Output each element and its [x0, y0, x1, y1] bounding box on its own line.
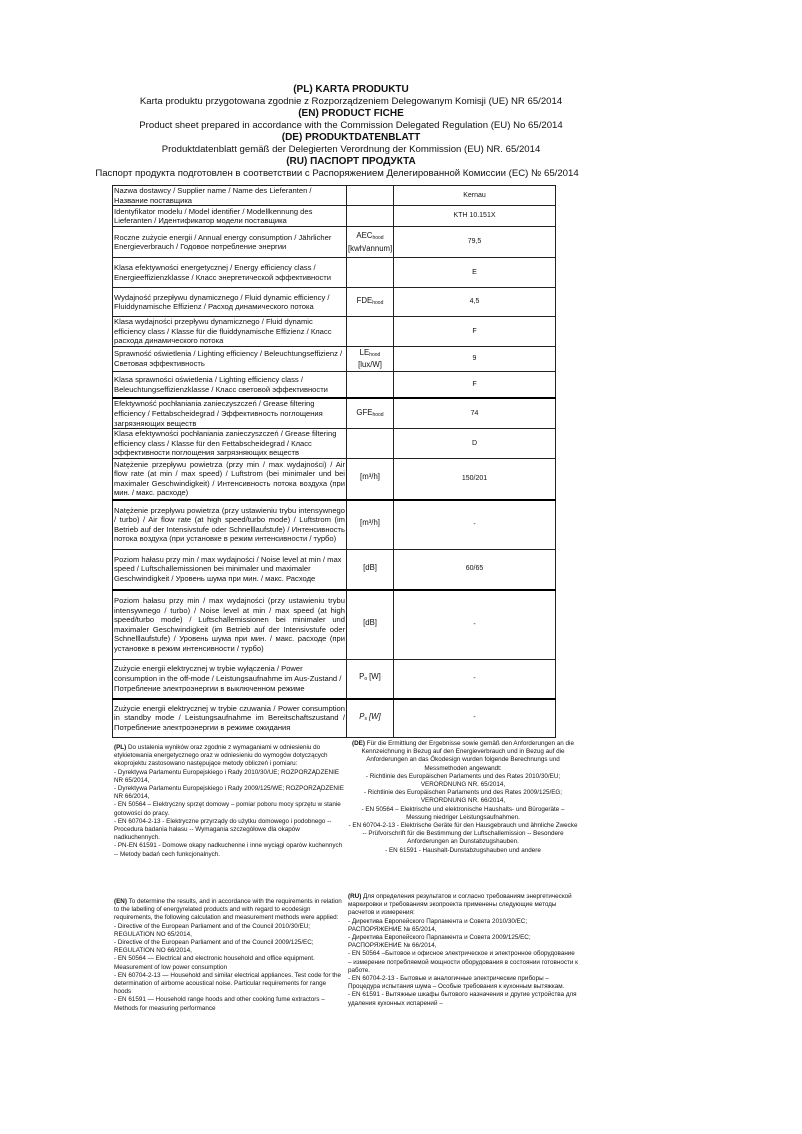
notes-de-item: - EN 60704-2-13 - Elektrische Geräte für den Hausgebrauch und ähnliche Zwecke -- Prüfvorschrift für die Bestimmung der Luftschallemission -- Besondere Anforderungen an Dunstabzugshauben. — [348, 822, 578, 846]
notes-en-intro: To determine the results, and in accordance with the requirements in relation to the labelling of energyrelated products and with regard to ecodesign requirements, the following calculation and measurement methods were applied: — [114, 898, 342, 922]
notes-de-item: - Richtlinie des Europäischen Parlaments und des Rates 2010/30/EU; VERORDNUNG NR. 65/2014, — [365, 772, 561, 789]
table-row — [113, 459, 556, 500]
parameter-description: Efektywność pochłaniania zanieczyszczeń / Grease filtering efficiency / Fettabscheidegrad / Эффективность поглощения загрязняющих веществ — [113, 398, 347, 428]
notes-pl — [114, 744, 344, 888]
notes-en-item: - EN 50564 — Electrical and electronic household and office equipment. Measurement of low power consumption — [114, 955, 315, 971]
notes-ru-lang: (RU) — [348, 893, 362, 900]
parameter-description: Natężenie przepływu powietrza (przy min / max wydajności) / Air flow rate (at min / max speed) / Luftstrom (bei minimaler und bei maximaler Geschwindigkeit) / Интенсивность потока воздуха (при мин. / макс. расходе) — [113, 459, 347, 500]
notes-pl-lang: (PL) — [114, 744, 127, 751]
unit-extra: [kwh/annum] — [348, 243, 393, 253]
parameter-value: 9 — [394, 346, 556, 371]
parameter-description: Nazwa dostawcy / Supplier name / Name des Lieferanten / Название поставщика — [113, 186, 347, 206]
parameter-unit — [347, 186, 394, 206]
parameter-unit — [347, 429, 394, 459]
en-subtitle: Product sheet prepared in accordance with the Commission Delegated Regulation (EU) No 65/2014 — [139, 120, 563, 131]
unit-subscript: hood — [369, 351, 381, 358]
parameter-description: Zużycie energii elektrycznej w trybie czuwania / Power consumption in standby mode / Leistungsaufnahme im Bereitschaftszustand / Потребление электроэнергии в режиме ожидания — [113, 699, 347, 738]
unit-symbol: FDE — [356, 295, 373, 305]
pl-title: (PL) KARTA PRODUKTU — [293, 84, 409, 95]
parameter-description: Klasa efektywności energetycznej / Energy efficiency class / Energieeffizienzklasse / Класс энергетической эффективности — [113, 258, 347, 288]
table-row — [113, 429, 556, 459]
pl-subtitle: Karta produktu przygotowana zgodnie z Rozporządzeniem Delegowanym Komisji (UE) NR 65/2014 — [139, 96, 563, 107]
notes-de-item: - EN 61591 - Haushalt-Dunstabzugshauben und andere — [385, 846, 541, 854]
table-row — [113, 699, 556, 738]
notes-pl-item: - PN-EN 61591 - Domowe okapy nadkuchenne i inne wyciągi oparów kuchennych -- Metody badań cech funkcjonalnych. — [114, 842, 343, 858]
table-row — [113, 371, 556, 398]
notes-de-lang: (DE) — [352, 740, 365, 747]
parameter-value: 79,5 — [394, 227, 556, 258]
notes-de — [348, 740, 578, 888]
parameter-value: 74 — [394, 398, 556, 428]
notes-pl-item: - Dyrektywa Parlamentu Europejskiego i Rady 2009/125/WE; ROZPORZĄDZENIE NR 66/2014, — [114, 785, 344, 801]
parameter-description: Poziom hałasu przy min / max wydajności / Noise level at min / max speed / Luftschallemissionen bei minimaler und maximaler Geschwindigkeit / Уровень шума при мин. / макс. Расходе — [113, 550, 347, 590]
parameter-unit — [347, 699, 394, 738]
de-title: (DE) PRODUKTDATENBLATT — [281, 132, 421, 143]
parameter-value: KTH 10.151X — [394, 206, 556, 227]
parameter-description: Klasa wydajności przepływu dynamicznego / Fluid dynamic efficiency class / Klasse für die fluiddynamische Effizienz / Класс расхода динамического потока — [113, 317, 347, 347]
parameter-value: F — [394, 371, 556, 398]
table-row — [113, 206, 556, 227]
parameter-value: 4,5 — [394, 288, 556, 317]
parameter-unit — [347, 346, 394, 371]
notes-en-item: - Directive of the European Parliament and of the Council 2009/125/EC; REGULATION NO 66/2014, — [114, 939, 314, 955]
notes-de-item: - Richtlinie des Europäischen Parlaments und des Rates 2009/125/EG; VERORDNUNG NR. 66/2014, — [363, 789, 563, 805]
notes-pl-intro: Do ustalenia wyników oraz zgodnie z wymaganiami w odniesieniu do etykietowania energetycznego oraz w odniesieniu do wymogów dotyczących ekoprojektu zastosowano następujące metody obliczeń i pomiaru: — [114, 744, 328, 768]
parameter-description: Klasa efektywności pochłaniania zanieczyszczeń / Grease filtering efficiency class / Klasse für den Fettabscheidegrad / Класс эффективности поглощения загрязняющих веществ — [113, 429, 347, 459]
notes-ru-intro: Для определения результатов и согласно требованиям энергетической маркировки и требованиям экопроекта применены следующие методы расчетов и измерения: — [348, 893, 572, 917]
notes-en — [114, 898, 344, 1038]
notes-de-item: - EN 50564 – Elektrische und elektronische Haushalts- und Bürogeräte – Messung niedriger Leistungsaufnahmen. — [361, 805, 565, 821]
unit-symbol: GFE — [356, 407, 373, 417]
parameter-unit — [347, 550, 394, 590]
unit-subscript: hood — [372, 299, 384, 306]
parameter-value: - — [394, 590, 556, 660]
unit-subscript: hood — [372, 411, 384, 418]
notes-en-item: - EN 60704-2-13 — Household and similar electrical appliances. Test code for the determination of airborne acoustical noise. Particular requirements for range hoods — [114, 971, 342, 996]
unit-symbol: P — [359, 672, 365, 682]
table-row — [113, 346, 556, 371]
notes-de-intro: Für die Ermittlung der Ergebnisse sowie gemäß den Anforderungen an die Kennzeichnung in Bezug auf den Energieverbrauch und in Bezug auf die Anforderungen an das Ökodesign wurden folgende Berechnungs und Messmethoden angewandt: — [361, 740, 574, 772]
parameter-description: Natężenie przepływu powietrza (przy ustawieniu trybu intensywnego / turbo) / Air flow rate (at high speed/turbo mode) / Luftstrom (im Betrieb auf der Intensivstufe oder Schnelllaufstufe) / Интенсивность потока воздуха (при установке в режим интенсивности / турбо) — [113, 500, 347, 550]
table-row — [113, 186, 556, 206]
parameter-unit — [347, 398, 394, 428]
notes-ru-item: - Директива Европейского Парламента и Совета 2009/125/EC; РАСПОРЯЖЕНИЕ № 66/2014, — [348, 934, 531, 950]
parameter-unit — [347, 590, 394, 660]
parameter-value: E — [394, 258, 556, 288]
table-row — [113, 288, 556, 317]
parameter-unit — [347, 206, 394, 227]
notes-ru-item: - EN 50564 –Бытовое и офисное электрическое и электронное оборудование – измерение потребляемой мощности оборудования в состоянии готовности к работе. — [348, 950, 578, 974]
parameter-value: 60/65 — [394, 550, 556, 590]
unit-extra: [lux/W] — [358, 360, 382, 370]
parameter-unit — [347, 459, 394, 500]
unit-symbol: P — [359, 711, 365, 721]
parameter-value: F — [394, 317, 556, 347]
unit-symbol: AEC — [356, 231, 373, 241]
parameter-value: D — [394, 429, 556, 459]
notes-ru-item: - Директива Европейского Парламента и Совета 2010/30/EC; РАСПОРЯЖЕНИЕ № 65/2014, — [348, 917, 528, 933]
table-row — [113, 227, 556, 258]
product-fiche-table — [112, 185, 556, 738]
unit-symbol: [dB] — [363, 562, 377, 572]
parameter-description: Wydajność przepływu dynamicznego / Fluid dynamic efficiency / Fluiddynamische Effizienz / Расход динамического потока — [113, 288, 347, 317]
parameter-description: Identyfikator modelu / Model identifier / Modellkennung des Lieferanten / Идентификатор модели поставщика — [113, 206, 347, 227]
ru-subtitle: Паспорт продукта подготовлен в соответствии с Распоряжением Делегированной Комиссии (ЕС) № 65/2014 — [95, 168, 579, 179]
notes-pl-item: - EN 60704-2-13 - Elektryczne przyrządy do użytku domowego i podobnego -- Procedura badania hałasu -- Wymagania szczegółowe dla okapów nadkuchennych. — [114, 817, 332, 842]
notes-ru-item: - EN 60704-2-13 - Бытовые и аналогичные электрические приборы – Процедура испытания шума – Особые требования к кухонным вытяжкам. — [348, 975, 565, 991]
notes-ru-item: - EN 61591 - Вытяжные шкафы бытового назначения и другие устройства для удаления кухонных испарений – — [348, 991, 577, 1007]
notes-pl-item: - Dyrektywa Parlamentu Europejskiego i Rady 2010/30/UE; ROZPORZĄDZENIE NR 65/2014, — [114, 768, 340, 784]
de-subtitle: Produktdatenblatt gemäß der Delegierten Verordnung der Kommission (EU) NR. 65/2014 — [161, 144, 541, 155]
unit-symbol: [m³/h] — [360, 472, 380, 482]
parameter-description: Klasa sprawności oświetlenia / Lighting efficiency class / Beleuchtungseffizienzklasse / Класс световой эффективности — [113, 371, 347, 398]
document-header — [95, 84, 602, 180]
table-row — [113, 590, 556, 660]
table-row — [113, 398, 556, 428]
parameter-unit — [347, 317, 394, 347]
parameter-unit — [347, 371, 394, 398]
parameter-unit — [347, 227, 394, 258]
unit-symbol: [m³/h] — [360, 518, 380, 528]
notes-en-lang: (EN) — [114, 898, 127, 905]
notes-pl-item: - EN 50564 – Elektryczny sprzęt domowy – pomiar poboru mocy sprzętu w stanie gotowości do pracy. — [114, 801, 341, 817]
table-row — [113, 258, 556, 288]
table-row — [113, 317, 556, 347]
unit-subscript: hood — [372, 235, 384, 242]
unit-extra: [W] — [369, 711, 381, 721]
notes-ru — [348, 893, 578, 1036]
parameter-unit — [347, 500, 394, 550]
unit-subscript: s — [364, 715, 367, 722]
table-row — [113, 500, 556, 550]
notes-en-item: - EN 61591 — Household range hoods and other cooking fume extractors – Methods for measuring performance — [114, 996, 325, 1012]
parameter-description: Roczne zużycie energii / Annual energy consumption / Jährlicher Energieverbrauch / Годовое потребление энергии — [113, 227, 347, 258]
parameter-unit — [347, 660, 394, 699]
en-title: (EN) PRODUCT FICHE — [298, 108, 404, 119]
parameter-unit — [347, 288, 394, 317]
table-row — [113, 550, 556, 590]
parameter-unit — [347, 258, 394, 288]
parameter-description: Zużycie energii elektrycznej w trybie wyłączenia / Power consumption in the off-mode / Leistungsaufnahme im Aus-Zustand / Потребление электроэнергии в выключенном режиме — [113, 660, 347, 699]
unit-symbol: LE — [359, 347, 370, 357]
parameter-description: Poziom hałasu przy min / max wydajności (przy ustawieniu trybu intensywnego / turbo) / Noise level at min / max speed (at high speed/turbo mode) / Luftschallemissionen bei minimaler und maximaler Geschwindigkeit (im Betrieb auf der Intensivstufe oder Schnelllaufstufe) / Уровень шума при мин. / макс. расходе (при установке в режим интенсивности / турбо) — [113, 590, 347, 660]
unit-symbol: [dB] — [363, 618, 377, 628]
ru-title: (RU) ПАСПОРТ ПРОДУКТА — [286, 156, 416, 167]
parameter-value: 150/201 — [394, 459, 556, 500]
notes-en-item: - Directive of the European Parliament and of the Council 2010/30/EU; REGULATION NO 65/2014, — [114, 922, 311, 938]
table-row — [113, 660, 556, 699]
parameter-value: - — [394, 660, 556, 699]
parameter-value: - — [394, 699, 556, 738]
parameter-value: - — [394, 500, 556, 550]
parameter-value: Kernau — [394, 186, 556, 206]
unit-subscript: o — [364, 676, 368, 683]
parameter-description: Sprawność oświetlenia / Lighting efficiency / Beleuchtungseffizienz / Световая эффективность — [113, 346, 347, 371]
unit-extra: [W] — [369, 672, 381, 682]
